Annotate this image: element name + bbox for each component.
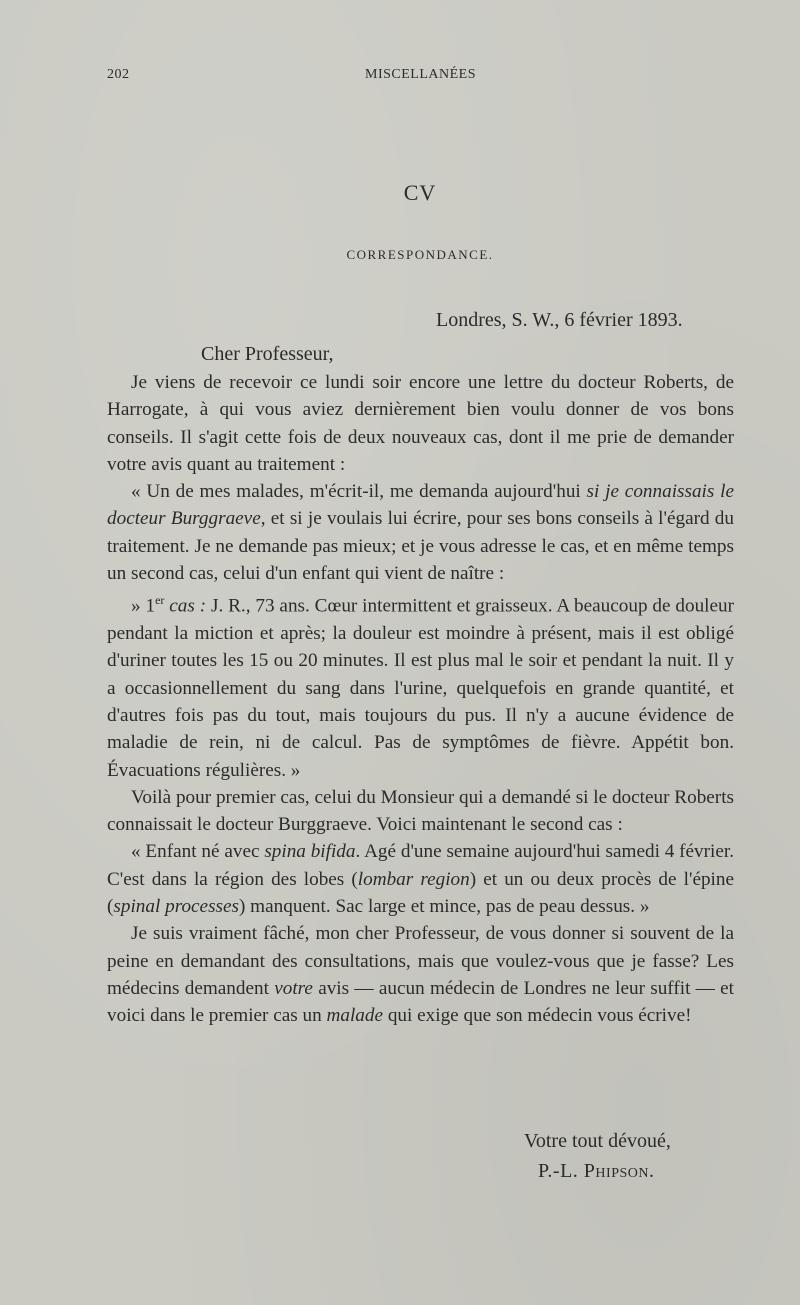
text-run: ) et un ou deux procès de l'épine ( bbox=[107, 868, 734, 918]
section-number: CV bbox=[403, 180, 437, 205]
text-run: qui exige que son médecin vous écrive! bbox=[383, 1005, 692, 1027]
paragraph-intro: Je viens de recevoir ce lundi soir encore une lettre du docteur Roberts, de Harrogate, à qui vous aviez dernièrement bien voulu donner de vos bons conseils. Il s'agit cette fois de deux nouveaux cas, dont il me prie de demander votre avis quant au traitement : bbox=[107, 372, 734, 475]
letter-signature bbox=[538, 1157, 655, 1185]
paragraph-transition: Voilà pour premier cas, celui du Monsieur qui a demandé si le docteur Roberts connaissait le docteur Burggraeve. Voici maintenant le second cas : bbox=[107, 786, 734, 836]
signature-initials: P.-L. bbox=[538, 1160, 584, 1182]
italic-run: cas : bbox=[164, 595, 207, 617]
signature-name: Phipson. bbox=[583, 1160, 655, 1182]
italic-run: spina bifida bbox=[264, 841, 356, 863]
superscript: er bbox=[155, 593, 165, 608]
text-run: » 1 bbox=[131, 595, 156, 617]
text-run: , et si je voulais lui écrire, pour ses bons conseils à l'égard du traitement. Je ne demande pas mieux; et je vous adresse le cas, et en même temps un second cas, celui d'un enfant qui vient de naître : bbox=[107, 508, 734, 585]
section-title: CORRESPONDANCE. bbox=[346, 247, 494, 262]
page-header bbox=[107, 67, 734, 87]
paragraph-quote-intro bbox=[107, 478, 734, 587]
italic-run: lombar region bbox=[357, 868, 470, 890]
text-run: « Enfant né avec bbox=[131, 841, 265, 863]
text-run: « Un de mes malades, m'écrit-il, me demanda aujourd'hui bbox=[131, 481, 587, 503]
italic-run: votre bbox=[274, 977, 313, 999]
letter-dateline: Londres, S. W., 6 février 1893. bbox=[436, 309, 683, 331]
paragraph-apology bbox=[107, 920, 734, 1029]
text-run: J. R., 73 ans. Cœur intermittent et graisseux. A beaucoup de douleur pendant la miction et après; la douleur est moindre à présent, mais il est obligé d'uriner toutes les 15 ou 20 minutes. Il est plus mal le soir et pendant la nuit. Il y a occasionnellement du sang dans l'urine, quelquefois en grande quantité, et d'autres fois pas du tout, mais toujours du pus. Il n'y a aucune évidence de maladie de rein, ni de calcul. Pas de symptômes de fièvre. Appétit bon. Évacuations régulières. » bbox=[107, 595, 735, 781]
text-run: avis — aucun médecin de Londres ne leur suffit — et voici dans le premier cas un bbox=[107, 977, 734, 1027]
letter-closing: Votre tout dévoué, bbox=[524, 1130, 671, 1152]
page-number: 202 bbox=[107, 67, 130, 82]
paragraph-second-case bbox=[107, 838, 734, 920]
text-run: ) manquent. Sac large et mince, pas de peau dessus. » bbox=[239, 896, 650, 918]
text-run: . Agé d'une semaine aujourd'hui samedi 4 février. C'est dans la région des lobes ( bbox=[107, 841, 735, 890]
italic-run: malade bbox=[326, 1005, 384, 1027]
italic-run: si je connaissais le docteur Burggraeve bbox=[107, 481, 734, 530]
text-run: Je suis vraiment fâché, mon cher Professeur, de vous donner si souvent de la peine en demandant des consultations, mais que voulez-vous que je fasse? Les médecins demandent bbox=[107, 923, 734, 999]
letter-body bbox=[107, 369, 734, 1030]
running-title: MISCELLANÉES bbox=[365, 67, 476, 82]
italic-run: spinal processes bbox=[113, 896, 239, 918]
letter-salutation: Cher Professeur, bbox=[201, 343, 334, 365]
paragraph-first-case bbox=[107, 587, 734, 783]
